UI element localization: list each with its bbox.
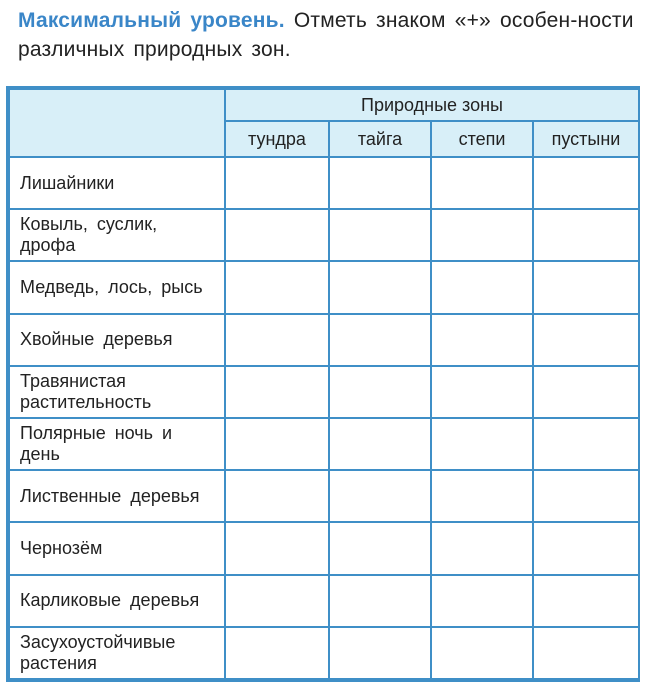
group-header: Природные зоны [225,89,639,121]
answer-cell-steppe[interactable] [431,157,533,209]
answer-cell-taiga[interactable] [329,575,431,627]
table-row [9,470,639,522]
task-text: Отметь знаком «+» особен-ности различных природных зон. [18,9,634,61]
table-row [9,627,639,679]
natural-zones-table [6,86,640,682]
answer-cell-desert[interactable] [533,314,639,366]
task-level-label: Максимальный уровень. [18,9,285,32]
answer-cell-taiga[interactable] [329,418,431,470]
answer-cell-desert[interactable] [533,627,639,679]
table-body [9,157,639,679]
answer-cell-steppe[interactable] [431,209,533,261]
answer-cell-steppe[interactable] [431,261,533,313]
answer-cell-tundra[interactable] [225,366,329,418]
answer-cell-steppe[interactable] [431,314,533,366]
table-row [9,261,639,313]
answer-cell-tundra[interactable] [225,418,329,470]
table-row [9,209,639,261]
row-label: Полярные ночь и день [9,418,225,470]
row-label: Лиственные деревья [9,470,225,522]
table-row [9,157,639,209]
answer-cell-steppe[interactable] [431,366,533,418]
answer-cell-steppe[interactable] [431,522,533,574]
answer-cell-desert[interactable] [533,418,639,470]
answer-cell-taiga[interactable] [329,627,431,679]
answer-cell-desert[interactable] [533,209,639,261]
column-header-taiga: тайга [329,121,431,157]
answer-cell-desert[interactable] [533,522,639,574]
answer-cell-desert[interactable] [533,575,639,627]
task-instruction [18,6,638,64]
row-label: Ковыль, суслик, дрофа [9,209,225,261]
answer-cell-taiga[interactable] [329,261,431,313]
answer-cell-steppe[interactable] [431,470,533,522]
answer-cell-taiga[interactable] [329,470,431,522]
row-label: Засухоустойчивые растения [9,627,225,679]
answer-cell-tundra[interactable] [225,157,329,209]
column-header-tundra: тундра [225,121,329,157]
answer-cell-tundra[interactable] [225,470,329,522]
answer-cell-tundra[interactable] [225,627,329,679]
answer-cell-tundra[interactable] [225,522,329,574]
answer-cell-tundra[interactable] [225,575,329,627]
answer-cell-taiga[interactable] [329,314,431,366]
column-header-desert: пустыни [533,121,639,157]
answer-cell-tundra[interactable] [225,209,329,261]
table-row [9,366,639,418]
column-header-steppe: степи [431,121,533,157]
table-row [9,575,639,627]
row-label: Травянистая растительность [9,366,225,418]
answer-cell-taiga[interactable] [329,209,431,261]
answer-cell-desert[interactable] [533,261,639,313]
table-row [9,522,639,574]
answer-cell-taiga[interactable] [329,366,431,418]
answer-cell-desert[interactable] [533,157,639,209]
answer-cell-steppe[interactable] [431,575,533,627]
answer-cell-tundra[interactable] [225,261,329,313]
answer-cell-tundra[interactable] [225,314,329,366]
table-row [9,314,639,366]
row-label: Чернозём [9,522,225,574]
answer-cell-taiga[interactable] [329,522,431,574]
answer-cell-steppe[interactable] [431,418,533,470]
table-row [9,418,639,470]
answer-cell-desert[interactable] [533,366,639,418]
answer-cell-desert[interactable] [533,470,639,522]
answer-cell-taiga[interactable] [329,157,431,209]
row-label: Медведь, лось, рысь [9,261,225,313]
row-label: Карликовые деревья [9,575,225,627]
row-label: Хвойные деревья [9,314,225,366]
table-corner-cell [9,89,225,157]
answer-cell-steppe[interactable] [431,627,533,679]
row-label: Лишайники [9,157,225,209]
